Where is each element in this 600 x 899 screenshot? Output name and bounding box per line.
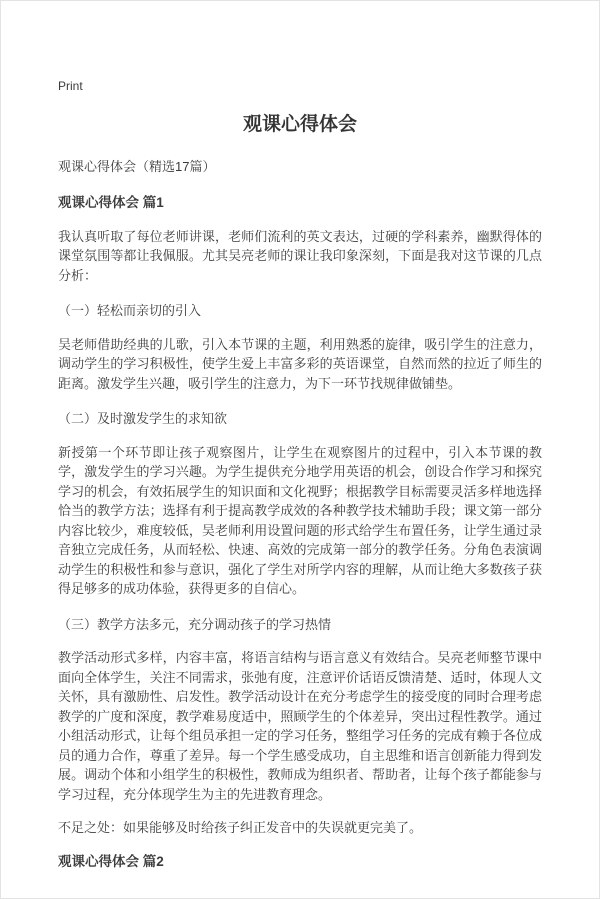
page-title: 观课心得体会	[242, 114, 357, 135]
print-link[interactable]: Print	[58, 79, 83, 93]
subsection-heading-3: （三）教学方法多元，充分调动孩子的学习热情	[58, 616, 332, 632]
subsection-heading-2: （二）及时激发学生的求知欲	[58, 411, 228, 426]
paragraph-subsection-2: 新授第一个环节即让孩子观察图片，让学生在观察图片的过程中，引入本节课的教学，激发学生的学习兴趣。为学生提供充分地学用英语的机会，创设合作学习和探究学习的机会，有效拓展学生的知识面和文化视野；根据教学目标需要灵活多样地选择恰当的教学方法；选择有利于提高教学成效的各种教学技术辅助手段；课文第一部分内容比较少，难度较低，吴老师利用设置问题的形式给学生布置任务，让学生通过录音独立完成任务，从而轻松、快速、高效的完成第一部分的教学任务。分角色表演调动学生的积极性和参与意识，强化了学生对所学内容的理解，从而让绝大多数孩子获得足够多的成功体验，获得更多的自信心。	[58, 444, 542, 596]
paragraph-subsection-1: 吴老师借助经典的儿歌，引入本节课的主题，利用熟悉的旋律，吸引学生的注意力，调动学生的学习积极性，使学生爱上丰富多彩的英语课堂，自然而然的拉近了师生的距离。激发学生兴趣，吸引学生的注意力，为下一环节找规律做铺垫。	[58, 336, 542, 391]
paragraph-subsection-3: 教学活动形式多样，内容丰富，将语言结构与语言意义有效结合。吴亮老师整节课中面向全体学生，关注不同需求，张弛有度，注意评价话语反馈清楚、适时，体现人文关怀，具有激励性、启发性。教学活动设计在充分考虑学生的接受度的同时合理考虑教学的广度和深度，教学难易度适中，照顾学生的个体差异，突出过程性教学。通过小组活动形式，让每个组员承担一定的学习任务，整组学习任务的完成有赖于各位成员的通力合作，尊重了差异。每一个学生感受成功，自主思维和语言创新能力得到发展。调动个体和小组学生的积极性，教师成为组织者、帮助者，让每个孩子都能参与学习过程，充分体现学生为主的先进教育理念。	[58, 650, 542, 802]
paragraph-shortcomings: 不足之处：如果能够及时给孩子纠正发音中的失误就更完美了。	[58, 820, 423, 835]
document-subtitle: 观课心得体会（精选17篇）	[58, 159, 216, 174]
section-heading-part2: 观课心得体会 篇2	[58, 853, 164, 869]
subsection-heading-1: （一）轻松而亲切的引入	[58, 303, 202, 318]
paragraph-intro: 我认真听取了每位老师讲课，老师们流利的英文表达，过硬的学科素养，幽默得体的课堂氛围等都让我佩服。尤其吴亮老师的课让我印象深刻，下面是我对这节课的几点分析：	[58, 228, 542, 283]
section-heading-part1: 观课心得体会 篇1	[58, 195, 164, 210]
